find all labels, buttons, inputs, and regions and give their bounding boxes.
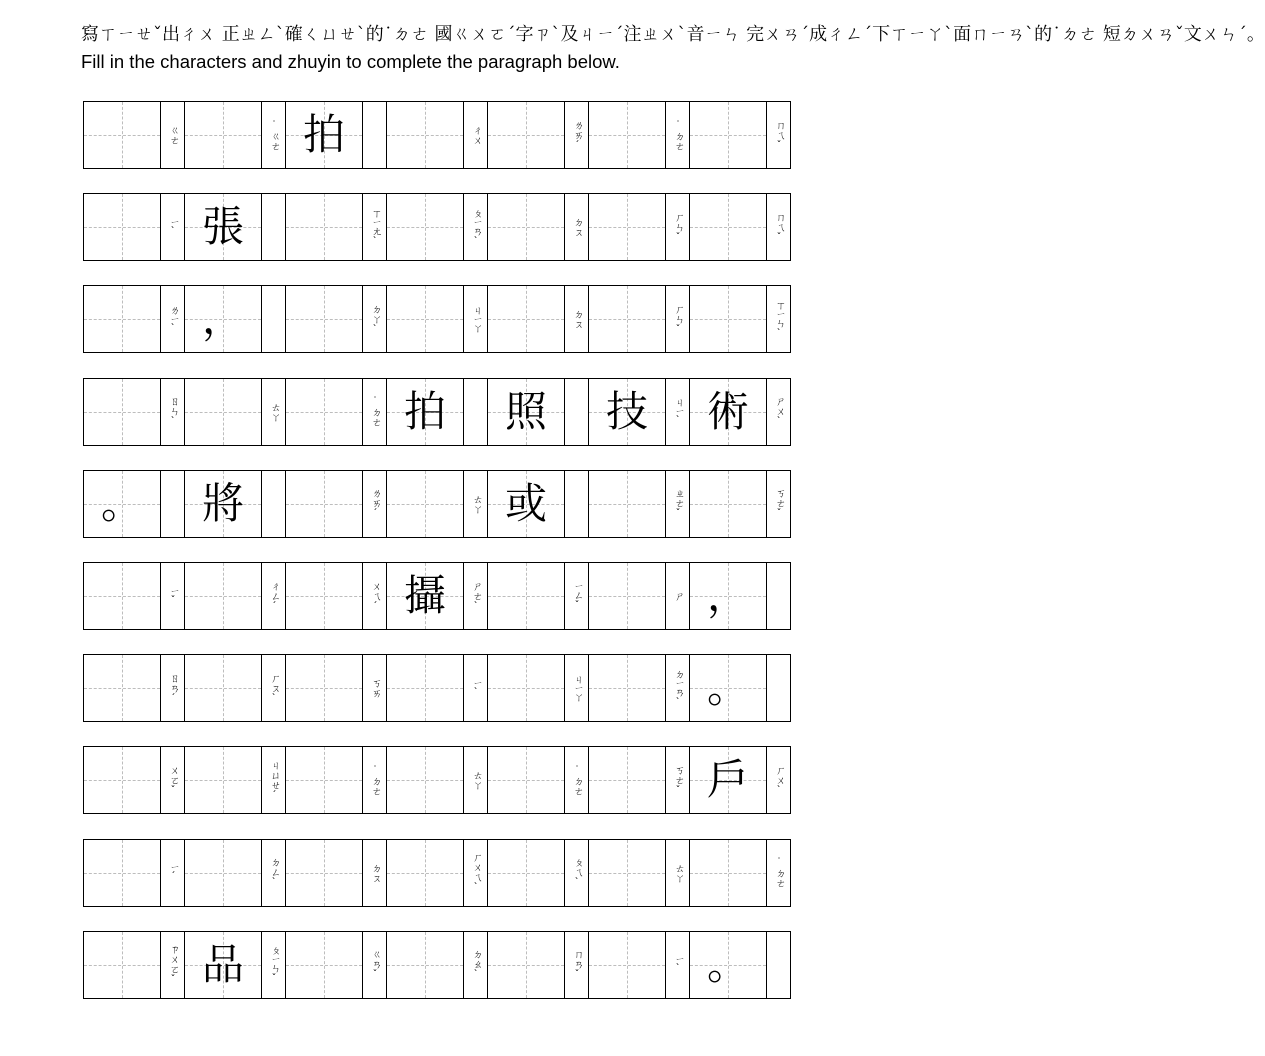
character-box[interactable]	[185, 932, 261, 998]
character-text	[387, 655, 463, 721]
character-text	[589, 563, 665, 629]
character-text: 拍	[302, 110, 345, 159]
zhuyin-box[interactable]	[665, 655, 690, 721]
zhuyin-text: ˙ㄉㄜ	[369, 764, 381, 796]
zhuyin-text: ㄕㄜˋ	[470, 580, 482, 612]
character-box[interactable]	[286, 471, 362, 537]
zhuyin-text: ㄏㄨㄟˋ	[470, 852, 482, 894]
zhuyin-box[interactable]	[362, 563, 387, 629]
character-box[interactable]	[690, 563, 766, 629]
character-text	[690, 840, 766, 906]
character-box[interactable]	[185, 286, 261, 352]
character-box[interactable]	[387, 932, 463, 998]
zhuyin-text: ㄧㄥˇ	[571, 581, 583, 611]
character-text	[488, 840, 564, 906]
zhuyin-box[interactable]	[160, 379, 185, 445]
zhuyin-text: ㄧˋ	[672, 955, 684, 975]
character-text: 拍	[403, 386, 446, 436]
zhuyin-text: ㄕ	[672, 591, 684, 601]
character-text	[589, 840, 665, 906]
zhuyin-box[interactable]	[160, 563, 185, 629]
character-text: ，	[201, 294, 244, 344]
character-text: 品	[201, 939, 244, 989]
character-box[interactable]	[690, 286, 766, 352]
character-text	[488, 563, 564, 629]
character-text: 技	[605, 386, 648, 436]
character-text: 或	[504, 478, 547, 528]
character-text	[286, 840, 362, 906]
character-box[interactable]	[286, 379, 362, 445]
character-box[interactable]	[185, 563, 261, 629]
character-box[interactable]	[589, 655, 665, 721]
character-text: 。	[706, 663, 749, 713]
character-box[interactable]	[84, 194, 160, 260]
character-text	[84, 840, 160, 906]
zhuyin-text: ㄆㄧㄣˇ	[268, 945, 280, 985]
zhuyin-text: ㄉㄧㄢˋ	[672, 668, 684, 708]
character-box[interactable]	[387, 286, 463, 352]
zhuyin-text	[567, 471, 586, 537]
zhuyin-box[interactable]	[362, 471, 387, 537]
character-text	[387, 471, 463, 537]
zhuyin-text	[769, 563, 788, 629]
grid-row	[83, 931, 791, 999]
zhuyin-box[interactable]	[665, 932, 690, 998]
character-text	[589, 655, 665, 721]
zhuyin-text: ㄐㄧˋ	[672, 397, 684, 427]
character-text	[286, 563, 362, 629]
character-text	[286, 655, 362, 721]
character-box[interactable]	[488, 471, 564, 537]
character-box[interactable]	[185, 102, 261, 168]
zhuyin-text: ㄏㄨˋ	[773, 764, 785, 796]
zhuyin-box[interactable]	[766, 471, 791, 537]
character-box[interactable]	[488, 194, 564, 260]
character-box[interactable]	[387, 102, 463, 168]
character-box[interactable]	[488, 102, 564, 168]
zhuyin-text: ㄎㄞ	[369, 678, 381, 699]
zhuyin-box[interactable]	[463, 194, 488, 260]
character-text	[387, 194, 463, 260]
zhuyin-box[interactable]	[463, 102, 488, 168]
grid-row	[83, 839, 791, 907]
zhuyin-text: ㄍㄢˇ	[369, 949, 381, 981]
zhuyin-box[interactable]	[261, 563, 286, 629]
zhuyin-text	[264, 471, 283, 537]
zhuyin-box[interactable]	[463, 747, 488, 813]
character-box[interactable]	[185, 379, 261, 445]
character-text	[488, 655, 564, 721]
character-text	[84, 194, 160, 260]
zhuyin-text: ㄉㄡ	[571, 309, 583, 330]
zhuyin-text: ˙ㄉㄜ	[773, 857, 785, 889]
character-box[interactable]	[185, 194, 261, 260]
character-text	[84, 379, 160, 445]
character-text	[488, 194, 564, 260]
zhuyin-box[interactable]	[463, 286, 488, 352]
character-box[interactable]	[286, 194, 362, 260]
character-box[interactable]	[84, 932, 160, 998]
instructions-chinese: 寫ㄒㄧㄝˇ出ㄔㄨ 正ㄓㄥˋ確ㄑㄩㄝˋ的˙ㄉㄜ 國ㄍㄨㄛˊ字ㄗˋ及ㄐㄧˊ注ㄓㄨˋ音ㄧㄣ 完ㄨㄢˊ成ㄔㄥˊ下ㄒㄧㄚˋ面ㄇㄧㄢˋ的˙ㄉㄜ 短ㄉㄨㄢˇ文ㄨㄣˊ。	[81, 24, 1265, 45]
character-text	[84, 286, 160, 352]
character-text	[185, 379, 261, 445]
zhuyin-text	[466, 379, 485, 445]
zhuyin-box[interactable]	[766, 747, 791, 813]
zhuyin-text: ˙ㄉㄜ	[369, 396, 381, 428]
character-box[interactable]	[488, 932, 564, 998]
zhuyin-text: ㄉㄡ	[571, 217, 583, 238]
zhuyin-box[interactable]	[463, 563, 488, 629]
zhuyin-text	[769, 655, 788, 721]
character-box[interactable]	[488, 655, 564, 721]
zhuyin-text: ㄐㄧㄚ	[470, 305, 482, 334]
character-text	[387, 840, 463, 906]
zhuyin-box[interactable]	[766, 932, 791, 998]
character-box[interactable]	[690, 194, 766, 260]
zhuyin-text: ㄧˇ	[167, 586, 179, 606]
character-text	[690, 194, 766, 260]
character-text: 。	[100, 478, 143, 528]
zhuyin-text: ㄉㄥˋ	[268, 857, 280, 889]
zhuyin-box[interactable]	[463, 379, 488, 445]
zhuyin-text: ㄍㄜ	[167, 125, 179, 145]
zhuyin-box[interactable]	[665, 102, 690, 168]
zhuyin-text: ㄇㄢˇ	[571, 949, 583, 981]
zhuyin-box[interactable]	[261, 655, 286, 721]
character-box[interactable]	[286, 286, 362, 352]
zhuyin-box[interactable]	[362, 840, 387, 906]
character-box[interactable]	[387, 840, 463, 906]
zhuyin-text: ㄧˋ	[167, 217, 179, 237]
zhuyin-box[interactable]	[362, 379, 387, 445]
zhuyin-text: ㄖㄢˊ	[167, 672, 179, 704]
character-text: ，	[706, 571, 749, 620]
zhuyin-text: ㄨㄟˊ	[369, 580, 381, 612]
grid-row	[83, 470, 791, 538]
character-text	[690, 286, 766, 352]
zhuyin-box[interactable]	[160, 747, 185, 813]
character-text	[84, 747, 160, 813]
character-text: 攝	[403, 571, 446, 620]
zhuyin-box[interactable]	[261, 286, 286, 352]
zhuyin-text	[567, 379, 586, 445]
zhuyin-text: ㄊㄚ	[470, 493, 482, 514]
zhuyin-box[interactable]	[261, 471, 286, 537]
zhuyin-box[interactable]	[665, 194, 690, 260]
character-box[interactable]	[690, 840, 766, 906]
zhuyin-box[interactable]	[766, 102, 791, 168]
character-text	[690, 471, 766, 537]
zhuyin-text	[264, 194, 283, 260]
character-text	[387, 102, 463, 168]
zhuyin-box[interactable]	[362, 655, 387, 721]
zhuyin-box[interactable]	[261, 747, 286, 813]
character-text	[286, 194, 362, 260]
zhuyin-box[interactable]	[362, 102, 387, 168]
character-text	[589, 194, 665, 260]
zhuyin-box[interactable]	[665, 286, 690, 352]
character-text: 術	[706, 386, 749, 436]
zhuyin-text: ㄊㄚ	[470, 770, 482, 791]
zhuyin-text	[264, 286, 283, 352]
character-text: 戶	[706, 755, 749, 805]
zhuyin-box[interactable]	[766, 563, 791, 629]
grid-row	[83, 101, 791, 169]
character-box[interactable]	[84, 747, 160, 813]
grid-row	[83, 285, 791, 353]
character-box[interactable]	[387, 563, 463, 629]
zhuyin-text: ㄆㄧㄢˋ	[470, 207, 482, 247]
zhuyin-text: ㄒㄧㄣˋ	[773, 299, 785, 339]
zhuyin-box[interactable]	[463, 840, 488, 906]
character-text	[84, 655, 160, 721]
character-box[interactable]	[387, 194, 463, 260]
character-text	[387, 286, 463, 352]
character-box[interactable]	[488, 379, 564, 445]
character-box[interactable]	[488, 840, 564, 906]
character-box[interactable]	[690, 932, 766, 998]
zhuyin-box[interactable]	[564, 194, 589, 260]
zhuyin-box[interactable]	[160, 840, 185, 906]
character-text	[185, 747, 261, 813]
zhuyin-box[interactable]	[564, 102, 589, 168]
character-box[interactable]	[185, 471, 261, 537]
character-text: 照	[504, 386, 547, 436]
zhuyin-text: ㄌㄞˊ	[369, 488, 381, 520]
character-box[interactable]	[84, 471, 160, 537]
zhuyin-text: ㄌㄞˊ	[571, 119, 583, 151]
character-box[interactable]	[690, 102, 766, 168]
character-box[interactable]	[286, 932, 362, 998]
character-text	[286, 286, 362, 352]
character-box[interactable]	[589, 840, 665, 906]
character-box[interactable]	[286, 840, 362, 906]
zhuyin-text: ㄧˋ	[470, 678, 482, 698]
character-box[interactable]	[488, 747, 564, 813]
character-text	[84, 102, 160, 168]
zhuyin-box[interactable]	[160, 932, 185, 998]
zhuyin-box[interactable]	[564, 840, 589, 906]
zhuyin-text	[365, 102, 384, 168]
grid-row	[83, 654, 791, 722]
character-text: 張	[201, 202, 244, 252]
zhuyin-box[interactable]	[564, 932, 589, 998]
zhuyin-box[interactable]	[261, 840, 286, 906]
character-box[interactable]	[84, 563, 160, 629]
instructions-english: Fill in the characters and zhuyin to complete the paragraph below.	[81, 51, 620, 72]
zhuyin-text: ㄏㄡˋ	[268, 672, 280, 704]
zhuyin-box[interactable]	[362, 747, 387, 813]
character-box[interactable]	[589, 747, 665, 813]
zhuyin-box[interactable]	[564, 747, 589, 813]
zhuyin-text: ㄒㄧㄤˋ	[369, 207, 381, 247]
character-box[interactable]	[589, 286, 665, 352]
character-text	[84, 932, 160, 998]
zhuyin-box[interactable]	[160, 471, 185, 537]
character-box[interactable]	[387, 379, 463, 445]
zhuyin-box[interactable]	[160, 102, 185, 168]
character-box[interactable]	[185, 655, 261, 721]
character-text	[690, 102, 766, 168]
character-box[interactable]	[589, 563, 665, 629]
character-text	[185, 655, 261, 721]
character-text	[286, 932, 362, 998]
character-text	[185, 563, 261, 629]
zhuyin-box[interactable]	[261, 379, 286, 445]
zhuyin-text: ㄏㄣˇ	[672, 211, 684, 243]
character-box[interactable]	[286, 563, 362, 629]
zhuyin-text: ˙ㄉㄜ	[672, 119, 684, 151]
grid-row	[83, 746, 791, 814]
character-text	[286, 747, 362, 813]
zhuyin-box[interactable]	[665, 840, 690, 906]
zhuyin-text: ㄌㄧˋ	[167, 304, 179, 334]
character-text	[185, 102, 261, 168]
zhuyin-box[interactable]	[564, 563, 589, 629]
character-text	[589, 102, 665, 168]
character-text	[84, 563, 160, 629]
zhuyin-text: ㄐㄩㄝˊ	[268, 759, 280, 801]
zhuyin-text: ㄊㄚ	[268, 401, 280, 422]
character-box[interactable]	[589, 471, 665, 537]
zhuyin-box[interactable]	[564, 286, 589, 352]
zhuyin-text: ㄊㄚ	[672, 862, 684, 883]
zhuyin-box[interactable]	[261, 102, 286, 168]
character-text	[589, 286, 665, 352]
zhuyin-text	[769, 932, 788, 998]
character-text	[488, 932, 564, 998]
character-text	[286, 379, 362, 445]
character-box[interactable]	[286, 747, 362, 813]
zhuyin-text: ㄉㄡ	[369, 862, 381, 883]
character-text	[589, 747, 665, 813]
zhuyin-text: ㄔㄥˊ	[268, 580, 280, 612]
character-text	[488, 286, 564, 352]
character-box[interactable]	[286, 655, 362, 721]
zhuyin-box[interactable]	[564, 471, 589, 537]
character-text	[488, 747, 564, 813]
character-box[interactable]	[387, 471, 463, 537]
zhuyin-text: ㄔㄨ	[470, 125, 482, 145]
character-text	[286, 471, 362, 537]
character-box[interactable]	[84, 840, 160, 906]
character-box[interactable]	[286, 102, 362, 168]
zhuyin-text: ㄗㄨㄛˇ	[167, 944, 179, 986]
character-box[interactable]	[690, 655, 766, 721]
zhuyin-box[interactable]	[463, 655, 488, 721]
zhuyin-box[interactable]	[665, 747, 690, 813]
character-box[interactable]	[387, 655, 463, 721]
zhuyin-box[interactable]	[362, 932, 387, 998]
zhuyin-box[interactable]	[766, 286, 791, 352]
character-box[interactable]	[84, 102, 160, 168]
zhuyin-box[interactable]	[261, 932, 286, 998]
zhuyin-box[interactable]	[463, 471, 488, 537]
zhuyin-text: ˙ㄍㄜ	[268, 119, 280, 151]
character-text	[488, 102, 564, 168]
character-text	[589, 932, 665, 998]
grid-row	[83, 378, 791, 446]
zhuyin-box[interactable]	[160, 655, 185, 721]
character-box[interactable]	[185, 840, 261, 906]
zhuyin-text: ㄇㄟˇ	[773, 119, 785, 151]
character-box[interactable]	[589, 102, 665, 168]
zhuyin-text: ㄉㄚˋ	[369, 303, 381, 335]
zhuyin-box[interactable]	[665, 471, 690, 537]
zhuyin-box[interactable]	[160, 194, 185, 260]
character-text	[589, 471, 665, 537]
character-text	[387, 747, 463, 813]
character-box[interactable]	[589, 379, 665, 445]
zhuyin-text	[163, 471, 182, 537]
character-box[interactable]	[488, 563, 564, 629]
character-box[interactable]	[690, 747, 766, 813]
zhuyin-text: ㄎㄜˇ	[672, 764, 684, 796]
zhuyin-box[interactable]	[362, 286, 387, 352]
zhuyin-box[interactable]	[766, 840, 791, 906]
zhuyin-box[interactable]	[564, 655, 589, 721]
zhuyin-box[interactable]	[362, 194, 387, 260]
zhuyin-text: ㄎㄜˇ	[773, 488, 785, 520]
character-box[interactable]	[387, 747, 463, 813]
zhuyin-text: ㄉㄠˋ	[470, 949, 482, 981]
character-text: 。	[706, 939, 749, 989]
zhuyin-text: ㄓㄜˇ	[672, 488, 684, 520]
grid-row	[83, 193, 791, 261]
zhuyin-text: ㄇㄟˇ	[773, 211, 785, 243]
zhuyin-box[interactable]	[261, 194, 286, 260]
zhuyin-text: ㄏㄣˇ	[672, 303, 684, 335]
zhuyin-text: ㄨㄛˇ	[167, 764, 179, 796]
character-box[interactable]	[84, 286, 160, 352]
zhuyin-text: ㄐㄧㄚ	[571, 674, 583, 703]
zhuyin-box[interactable]	[665, 563, 690, 629]
character-box[interactable]	[84, 379, 160, 445]
zhuyin-text: ㄆㄟˋ	[571, 857, 583, 889]
character-box[interactable]	[589, 932, 665, 998]
character-box[interactable]	[690, 379, 766, 445]
grid-row	[83, 562, 791, 630]
zhuyin-box[interactable]	[160, 286, 185, 352]
zhuyin-box[interactable]	[564, 379, 589, 445]
character-box[interactable]	[690, 471, 766, 537]
zhuyin-box[interactable]	[766, 379, 791, 445]
zhuyin-box[interactable]	[766, 655, 791, 721]
instructions	[81, 22, 1265, 74]
zhuyin-text: ㄖㄣˋ	[167, 396, 179, 428]
character-box[interactable]	[185, 747, 261, 813]
character-text	[185, 840, 261, 906]
character-box[interactable]	[84, 655, 160, 721]
zhuyin-text: ㄧˊ	[167, 863, 179, 883]
character-box[interactable]	[488, 286, 564, 352]
character-text: 將	[201, 478, 244, 528]
zhuyin-box[interactable]	[766, 194, 791, 260]
zhuyin-text: ㄕㄨˋ	[773, 396, 785, 428]
character-box[interactable]	[589, 194, 665, 260]
zhuyin-box[interactable]	[463, 932, 488, 998]
zhuyin-box[interactable]	[665, 379, 690, 445]
zhuyin-text: ˙ㄉㄜ	[571, 764, 583, 796]
character-text	[387, 932, 463, 998]
